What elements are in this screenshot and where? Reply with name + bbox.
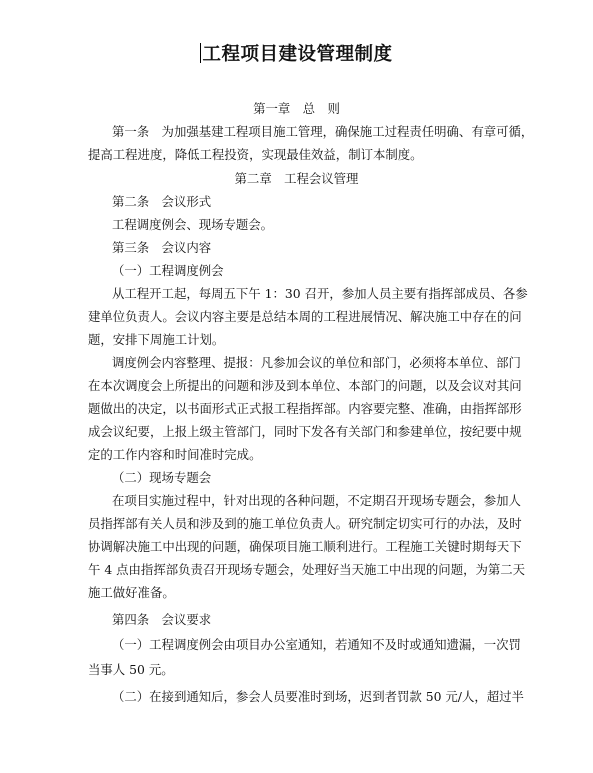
document-title — [0, 40, 593, 66]
paragraph-line: 施工做好准备。 — [88, 585, 175, 600]
section-heading: （二）现场专题会 — [112, 470, 212, 485]
paragraph-line: 题，安排下周施工计划。 — [88, 332, 225, 347]
paragraph-line: 建单位负责人。会议内容主要是总结本周的工程进展情况、解决施工中存在的问 — [88, 309, 522, 324]
paragraph-line: 成会议纪要，上报上级主管部门，同时下发各有关部门和参建单位，按纪要中规 — [88, 424, 522, 439]
paragraph-line: 定的工作内容和时间准时完成。 — [88, 447, 262, 462]
paragraph-line: 从工程开工起，每周五下午 1：30 召开，参加人员主要有指挥部成员、各参 — [112, 286, 528, 301]
article-4-heading: 第四条 会议要求 — [112, 612, 212, 627]
paragraph-line: 提高工程进度，降低工程投资，实现最佳效益，制订本制度。 — [88, 147, 423, 162]
paragraph-line: 调度例会内容整理、提报：凡参加会议的单位和部门，必须将本单位、部门 — [112, 355, 521, 370]
article-2-heading: 第二条 会议形式 — [112, 194, 212, 209]
paragraph-line: （二）在接到通知后，参会人员要准时到场，迟到者罚款 50 元/人，超过半 — [112, 689, 524, 704]
paragraph-line: （一）工程调度例会由项目办公室通知，若通知不及时或通知遗漏，一次罚 — [112, 637, 521, 652]
chapter-2-heading: 第二章 工程会议管理 — [234, 171, 359, 186]
article-3-heading: 第三条 会议内容 — [112, 240, 212, 255]
title-text: 工程项目建设管理制度 — [202, 44, 393, 65]
chapter-1-heading: 第一章 总 则 — [253, 101, 340, 116]
paragraph-line: 员指挥部有关人员和涉及到的施工单位负责人。研究制定切实可行的办法，及时 — [88, 516, 522, 531]
paragraph-line: 在本次调度会上所提出的问题和涉及到本单位、本部门的问题，以及会议对其问 — [88, 378, 522, 393]
paragraph-line: 第一条 为加强基建工程项目施工管理，确保施工过程责任明确、有章可循， — [112, 124, 534, 139]
paragraph-line: 在项目实施过程中，针对出现的各种问题，不定期召开现场专题会，参加人 — [112, 493, 521, 508]
paragraph-line: 当事人 50 元。 — [88, 662, 174, 677]
paragraph-line: 协调解决施工中出现的问题，确保项目施工顺利进行。工程施工关键时期每天下 — [88, 539, 522, 554]
section-heading: （一）工程调度例会 — [112, 263, 224, 278]
paragraph-line: 午 4 点由指挥部负责召开现场专题会，处理好当天施工中出现的问题，为第二天 — [88, 562, 526, 577]
paragraph-line: 题做出的决定，以书面形式正式报工程指挥部。内容要完整、准确，由指挥部形 — [88, 401, 522, 416]
paragraph-line: 工程调度例会、现场专题会。 — [112, 217, 274, 232]
